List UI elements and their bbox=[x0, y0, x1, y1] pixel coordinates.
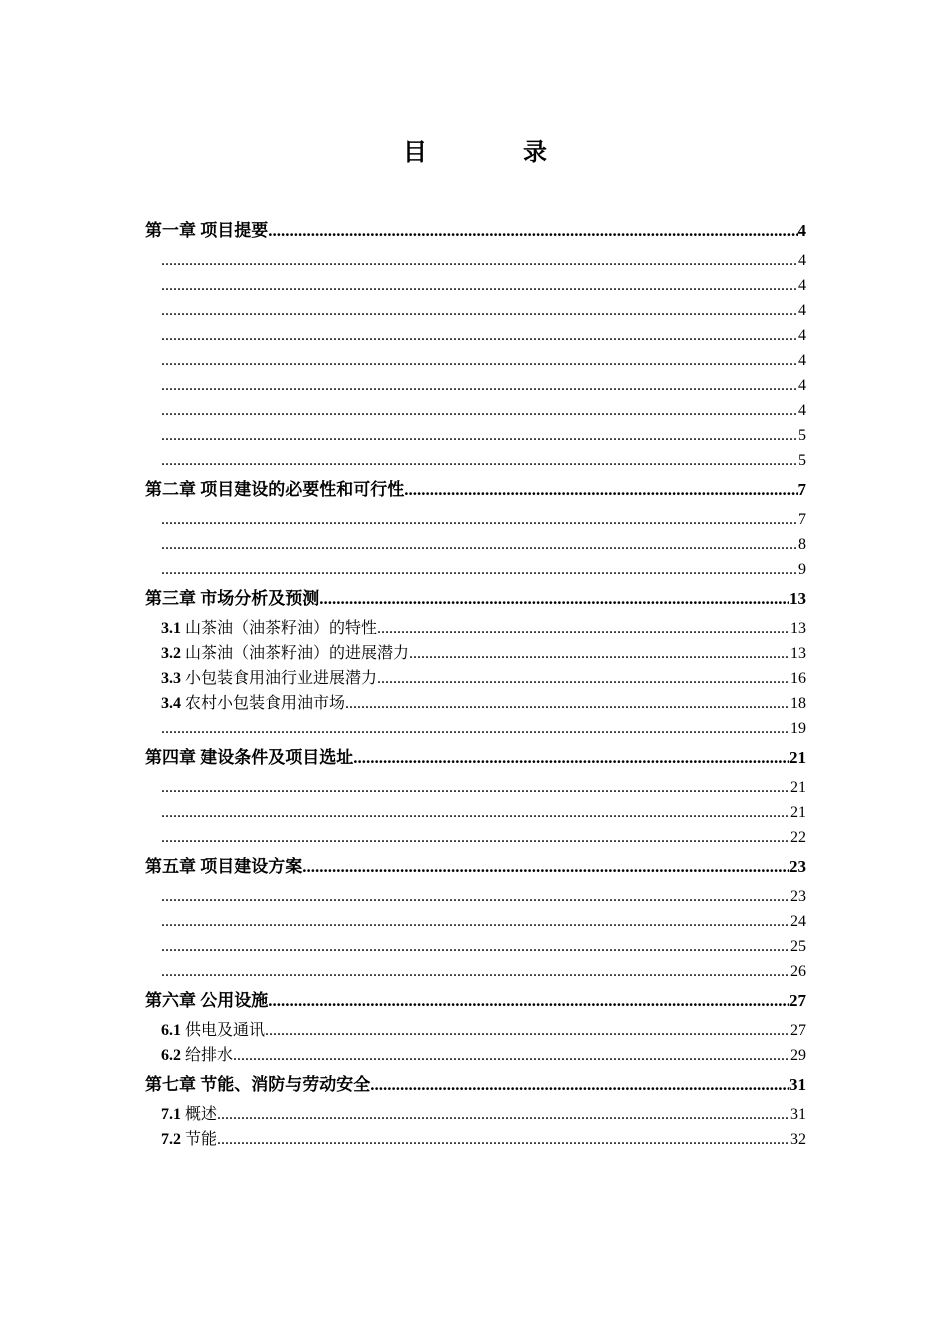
toc-entry-row[interactable] bbox=[145, 775, 806, 800]
dot-leader bbox=[217, 1127, 790, 1152]
chapter-page-number: 23 bbox=[789, 857, 806, 876]
entry-number: 6.2 bbox=[161, 1047, 181, 1064]
toc-entry-row[interactable] bbox=[145, 557, 806, 582]
chapter-title: 第三章 市场分析及预测 bbox=[145, 589, 320, 608]
toc-entry-row[interactable] bbox=[145, 373, 806, 398]
toc-entry-row[interactable] bbox=[145, 532, 806, 557]
dot-leader bbox=[161, 775, 790, 800]
entry-page-number: 4 bbox=[798, 327, 806, 344]
dot-leader bbox=[161, 398, 798, 423]
toc-entry-row[interactable] bbox=[145, 934, 806, 959]
dot-leader bbox=[217, 1102, 790, 1127]
toc-entry-row[interactable] bbox=[145, 448, 806, 473]
dot-leader bbox=[161, 507, 798, 532]
toc-entry-row[interactable] bbox=[145, 909, 806, 934]
dot-leader bbox=[161, 248, 798, 273]
toc-chapter-row[interactable] bbox=[145, 477, 806, 502]
toc-entry-row[interactable] bbox=[145, 1102, 806, 1127]
dot-leader bbox=[345, 691, 790, 716]
dot-leader bbox=[377, 616, 790, 641]
toc-entry-row[interactable] bbox=[145, 507, 806, 532]
dot-leader bbox=[268, 988, 789, 1013]
dot-leader bbox=[161, 348, 798, 373]
toc-entry-row[interactable] bbox=[145, 616, 806, 641]
toc-chapter-row[interactable] bbox=[145, 745, 806, 770]
entry-number: 3.3 bbox=[161, 670, 181, 687]
chapter-title: 第五章 项目建设方案 bbox=[145, 857, 303, 876]
dot-leader bbox=[161, 298, 798, 323]
entry-page-number: 27 bbox=[790, 1022, 806, 1039]
chapter-title: 第一章 项目提要 bbox=[145, 221, 269, 240]
dot-leader bbox=[377, 666, 790, 691]
entry-page-number: 16 bbox=[790, 670, 806, 687]
entry-page-number: 26 bbox=[790, 963, 806, 980]
entry-title: 供电及通讯 bbox=[185, 1022, 266, 1039]
toc-chapter-row[interactable] bbox=[145, 218, 806, 243]
dot-leader bbox=[161, 934, 790, 959]
entry-number: 6.1 bbox=[161, 1022, 181, 1039]
chapter-title: 第二章 项目建设的必要性和可行性 bbox=[145, 480, 405, 499]
chapter-title: 第六章 公用设施 bbox=[145, 991, 269, 1010]
dot-leader bbox=[302, 854, 789, 879]
entry-page-number: 5 bbox=[798, 452, 806, 469]
chapter-page-number: 31 bbox=[789, 1075, 806, 1094]
toc-entry-row[interactable] bbox=[145, 884, 806, 909]
entry-page-number: 4 bbox=[798, 402, 806, 419]
chapter-page-number: 4 bbox=[797, 221, 806, 240]
entry-page-number: 18 bbox=[790, 695, 806, 712]
chapter-page-number: 7 bbox=[797, 480, 806, 499]
toc-chapter-row[interactable] bbox=[145, 854, 806, 879]
dot-leader bbox=[161, 323, 798, 348]
dot-leader bbox=[161, 423, 798, 448]
entry-number: 7.2 bbox=[161, 1131, 181, 1148]
toc-entry-row[interactable] bbox=[145, 348, 806, 373]
dot-leader bbox=[268, 218, 797, 243]
toc-entry-row[interactable] bbox=[145, 691, 806, 716]
chapter-page-number: 27 bbox=[789, 991, 806, 1010]
toc-entry-row[interactable] bbox=[145, 825, 806, 850]
entry-page-number: 31 bbox=[790, 1106, 806, 1123]
dot-leader bbox=[233, 1043, 790, 1068]
entry-page-number: 29 bbox=[790, 1047, 806, 1064]
dot-leader bbox=[404, 477, 797, 502]
entry-title: 山茶油（油茶籽油）的特性 bbox=[185, 620, 378, 637]
toc-entry-row[interactable] bbox=[145, 323, 806, 348]
dot-leader bbox=[409, 641, 790, 666]
chapter-title: 第七章 节能、消防与劳动安全 bbox=[145, 1075, 371, 1094]
toc-entry-row[interactable] bbox=[145, 1018, 806, 1043]
entry-page-number: 24 bbox=[790, 913, 806, 930]
entry-page-number: 4 bbox=[798, 302, 806, 319]
dot-leader bbox=[161, 959, 790, 984]
entry-page-number: 5 bbox=[798, 427, 806, 444]
entry-number: 3.2 bbox=[161, 645, 181, 662]
dot-leader bbox=[161, 825, 790, 850]
entry-page-number: 13 bbox=[790, 620, 806, 637]
dot-leader bbox=[161, 448, 798, 473]
entry-page-number: 32 bbox=[790, 1131, 806, 1148]
toc-entry-row[interactable] bbox=[145, 298, 806, 323]
entry-number: 3.4 bbox=[161, 695, 181, 712]
dot-leader bbox=[370, 1072, 789, 1097]
toc-entry-row[interactable] bbox=[145, 1043, 806, 1068]
entry-page-number: 4 bbox=[798, 377, 806, 394]
dot-leader bbox=[161, 532, 798, 557]
table-of-contents bbox=[145, 218, 806, 1152]
toc-entry-row[interactable] bbox=[145, 248, 806, 273]
entry-title: 给排水 bbox=[185, 1047, 234, 1064]
entry-page-number: 13 bbox=[790, 645, 806, 662]
entry-page-number: 21 bbox=[790, 804, 806, 821]
entry-title: 农村小包装食用油市场 bbox=[185, 695, 346, 712]
entry-page-number: 9 bbox=[798, 561, 806, 578]
entry-page-number: 7 bbox=[798, 511, 806, 528]
dot-leader bbox=[265, 1018, 790, 1043]
toc-entry-row[interactable] bbox=[145, 716, 806, 741]
toc-entry-row[interactable] bbox=[145, 666, 806, 691]
toc-entry-row[interactable] bbox=[145, 800, 806, 825]
entry-title: 节能 bbox=[185, 1131, 218, 1148]
entry-page-number: 4 bbox=[798, 277, 806, 294]
entry-page-number: 25 bbox=[790, 938, 806, 955]
toc-entry-row[interactable] bbox=[145, 1127, 806, 1152]
toc-entry-row[interactable] bbox=[145, 641, 806, 666]
dot-leader bbox=[161, 884, 790, 909]
toc-chapter-row[interactable] bbox=[145, 586, 806, 611]
entry-page-number: 19 bbox=[790, 720, 806, 737]
chapter-page-number: 21 bbox=[789, 748, 806, 767]
toc-entry-row[interactable] bbox=[145, 959, 806, 984]
entry-page-number: 4 bbox=[798, 252, 806, 269]
toc-entry-row[interactable] bbox=[145, 398, 806, 423]
entry-number: 7.1 bbox=[161, 1106, 181, 1123]
entry-number: 3.1 bbox=[161, 620, 181, 637]
dot-leader bbox=[161, 800, 790, 825]
dot-leader bbox=[161, 716, 790, 741]
toc-chapter-row[interactable] bbox=[145, 988, 806, 1013]
dot-leader bbox=[161, 373, 798, 398]
dot-leader bbox=[353, 745, 789, 770]
chapter-page-number: 13 bbox=[789, 589, 806, 608]
toc-entry-row[interactable] bbox=[145, 423, 806, 448]
entry-page-number: 21 bbox=[790, 779, 806, 796]
entry-page-number: 22 bbox=[790, 829, 806, 846]
toc-entry-row[interactable] bbox=[145, 273, 806, 298]
dot-leader bbox=[319, 586, 789, 611]
entry-title: 山茶油（油茶籽油）的进展潜力 bbox=[185, 645, 410, 662]
dot-leader bbox=[161, 909, 790, 934]
entry-page-number: 8 bbox=[798, 536, 806, 553]
toc-title: 目 录 bbox=[403, 140, 583, 166]
entry-title: 小包装食用油行业进展潜力 bbox=[185, 670, 378, 687]
entry-title: 概述 bbox=[185, 1106, 218, 1123]
entry-page-number: 4 bbox=[798, 352, 806, 369]
toc-chapter-row[interactable] bbox=[145, 1072, 806, 1097]
dot-leader bbox=[161, 557, 798, 582]
dot-leader bbox=[161, 273, 798, 298]
entry-page-number: 23 bbox=[790, 888, 806, 905]
chapter-title: 第四章 建设条件及项目选址 bbox=[145, 748, 354, 767]
